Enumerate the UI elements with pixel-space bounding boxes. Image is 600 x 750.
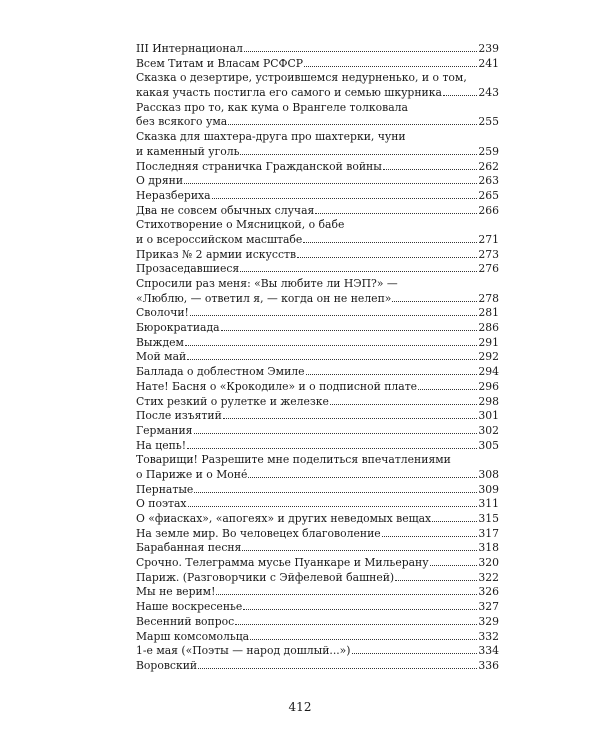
toc-page-number: 315 bbox=[478, 512, 499, 525]
toc-line bbox=[136, 527, 499, 542]
toc-line bbox=[136, 468, 499, 483]
toc-line bbox=[136, 292, 499, 307]
dot-leader bbox=[235, 624, 477, 625]
toc-entry-title: Спросили раз меня: «Вы любите ли НЭП?» — bbox=[136, 277, 398, 290]
toc-page-number: 322 bbox=[478, 570, 499, 584]
toc-page-number: 327 bbox=[478, 600, 499, 614]
toc-entry bbox=[136, 541, 499, 556]
toc-entry-title: Баллада о доблестном Эмиле bbox=[136, 365, 305, 379]
toc-line bbox=[136, 262, 499, 277]
dot-leader bbox=[306, 374, 478, 375]
toc-line bbox=[136, 71, 499, 86]
toc-entry-title: и о всероссийском масштабе bbox=[136, 232, 303, 246]
dot-leader bbox=[418, 389, 477, 390]
toc-line bbox=[136, 42, 499, 57]
toc-page-number: 332 bbox=[478, 629, 499, 643]
toc-entry bbox=[136, 218, 499, 247]
toc-entry bbox=[136, 497, 499, 512]
toc-page-number: 311 bbox=[478, 497, 499, 511]
toc-entry bbox=[136, 659, 499, 674]
toc-entry bbox=[136, 644, 499, 659]
toc-line bbox=[136, 615, 499, 630]
toc-page-number: 291 bbox=[478, 335, 499, 349]
toc-entry-title: Выждем bbox=[136, 335, 184, 349]
toc-entry bbox=[136, 585, 499, 600]
toc-entry-title: О «фиасках», «апогеях» и других неведомых вещах bbox=[136, 512, 432, 525]
toc-entry-title: Сволочи! bbox=[136, 306, 189, 320]
toc-page-number: 259 bbox=[478, 144, 499, 158]
toc-entry-title: Пернатые bbox=[136, 482, 194, 496]
toc-entry bbox=[136, 336, 499, 351]
toc-line bbox=[136, 453, 499, 468]
toc-line bbox=[136, 189, 499, 204]
table-of-contents bbox=[136, 42, 499, 674]
toc-entry-title: Весенний вопрос bbox=[136, 614, 235, 628]
toc-entry bbox=[136, 204, 499, 219]
dot-leader bbox=[382, 536, 478, 537]
toc-line bbox=[136, 659, 499, 674]
toc-line bbox=[136, 350, 499, 365]
toc-line bbox=[136, 174, 499, 189]
dot-leader bbox=[243, 609, 477, 610]
toc-line bbox=[136, 130, 499, 145]
toc-entry-title: Два не совсем обычных случая bbox=[136, 203, 315, 217]
toc-line bbox=[136, 556, 499, 571]
toc-entry-title: На земле мир. Во человецех благоволение bbox=[136, 526, 381, 540]
dot-leader bbox=[430, 565, 478, 566]
toc-entry bbox=[136, 130, 499, 159]
toc-entry-title: Рассказ про то, как кума о Врангеле толковала bbox=[136, 100, 408, 114]
toc-line bbox=[136, 115, 499, 130]
toc-page-number: 292 bbox=[478, 350, 499, 364]
dot-leader bbox=[242, 550, 477, 551]
page-number: 412 bbox=[288, 700, 312, 714]
toc-line bbox=[136, 277, 499, 292]
toc-page-number: 317 bbox=[478, 526, 499, 540]
toc-entry-title: Последняя страничка Гражданской войны bbox=[136, 159, 382, 173]
toc-page-number: 301 bbox=[478, 409, 499, 423]
dot-leader bbox=[185, 345, 477, 346]
toc-entry bbox=[136, 189, 499, 204]
toc-entry-title: После изъятий bbox=[136, 409, 222, 423]
toc-line bbox=[136, 600, 499, 615]
dot-leader bbox=[383, 169, 478, 170]
toc-line bbox=[136, 409, 499, 424]
toc-entry-title: Париж. (Разговорчики с Эйфелевой башней) bbox=[136, 570, 395, 584]
toc-entry bbox=[136, 160, 499, 175]
toc-entry bbox=[136, 483, 499, 498]
toc-entry bbox=[136, 262, 499, 277]
toc-entry-title: На цепь! bbox=[136, 438, 187, 452]
dot-leader bbox=[198, 668, 477, 669]
dot-leader bbox=[395, 580, 477, 581]
dot-leader bbox=[432, 521, 477, 522]
toc-page-number: 281 bbox=[478, 306, 499, 320]
toc-page-number: 336 bbox=[478, 658, 499, 672]
toc-line bbox=[136, 571, 499, 586]
toc-line bbox=[136, 585, 499, 600]
toc-entry-title: Приказ № 2 армии искусств bbox=[136, 247, 297, 261]
toc-page-number: 318 bbox=[478, 541, 499, 555]
toc-entry bbox=[136, 350, 499, 365]
toc-entry-title: Марш комсомольца bbox=[136, 629, 250, 643]
toc-line bbox=[136, 439, 499, 454]
dot-leader bbox=[187, 448, 477, 449]
toc-line bbox=[136, 204, 499, 219]
toc-entry-title: Стих резкий о рулетке и железке bbox=[136, 394, 329, 408]
toc-page-number: 239 bbox=[478, 42, 499, 55]
toc-line bbox=[136, 630, 499, 645]
dot-leader bbox=[244, 51, 478, 52]
toc-line bbox=[136, 336, 499, 351]
dot-leader bbox=[303, 242, 477, 243]
dot-leader bbox=[228, 124, 477, 125]
toc-entry-title: Бюрократиада bbox=[136, 321, 220, 335]
toc-line bbox=[136, 248, 499, 263]
dot-leader bbox=[443, 95, 477, 96]
toc-line bbox=[136, 483, 499, 498]
toc-entry bbox=[136, 453, 499, 482]
toc-entry-title: Сказка для шахтера-друга про шахтерки, чуни bbox=[136, 130, 406, 144]
toc-entry-title: какая участь постигла его самого и семью шкурника bbox=[136, 86, 442, 100]
toc-page-number: 278 bbox=[478, 291, 499, 305]
toc-entry bbox=[136, 306, 499, 321]
dot-leader bbox=[304, 66, 477, 67]
toc-line bbox=[136, 218, 499, 233]
toc-entry bbox=[136, 615, 499, 630]
toc-page-number: 305 bbox=[478, 438, 499, 452]
toc-page-number: 265 bbox=[478, 188, 499, 202]
toc-line bbox=[136, 541, 499, 556]
toc-line bbox=[136, 321, 499, 336]
toc-page-number: 298 bbox=[478, 394, 499, 408]
dot-leader bbox=[188, 506, 478, 507]
toc-entry-title: Мы не верим! bbox=[136, 585, 216, 599]
toc-line bbox=[136, 233, 499, 248]
dot-leader bbox=[221, 330, 478, 331]
dot-leader bbox=[250, 639, 477, 640]
toc-entry bbox=[136, 174, 499, 189]
toc-entry-title: Наше воскресенье bbox=[136, 600, 243, 614]
toc-entry-title: Мой май bbox=[136, 350, 187, 364]
dot-leader bbox=[212, 198, 478, 199]
dot-leader bbox=[297, 257, 477, 258]
toc-entry-title: Всем Титам и Власам РСФСР bbox=[136, 56, 304, 70]
toc-page-number: 241 bbox=[478, 56, 499, 70]
toc-entry-title: III Интернационал bbox=[136, 42, 243, 55]
toc-line bbox=[136, 365, 499, 380]
toc-page-number: 286 bbox=[478, 321, 499, 335]
toc-page-number: 243 bbox=[478, 86, 499, 100]
toc-page-number: 263 bbox=[478, 174, 499, 188]
toc-entry bbox=[136, 439, 499, 454]
dot-leader bbox=[190, 315, 478, 316]
toc-entry-title: Стихотворение о Мясницкой, о бабе bbox=[136, 218, 345, 232]
toc-entry bbox=[136, 380, 499, 395]
toc-entry bbox=[136, 512, 499, 527]
dot-leader bbox=[187, 359, 477, 360]
toc-line bbox=[136, 497, 499, 512]
toc-entry-title: Прозаседавшиеся bbox=[136, 262, 240, 276]
toc-page-number: 308 bbox=[478, 467, 499, 481]
toc-entry bbox=[136, 527, 499, 542]
dot-leader bbox=[248, 477, 477, 478]
toc-entry bbox=[136, 321, 499, 336]
toc-page-number: 320 bbox=[478, 556, 499, 570]
toc-page-number: 334 bbox=[478, 644, 499, 658]
dot-leader bbox=[223, 418, 478, 419]
toc-line bbox=[136, 145, 499, 160]
toc-line bbox=[136, 101, 499, 116]
toc-entry-title: 1-е мая («Поэты — народ дошлый...») bbox=[136, 644, 351, 658]
toc-entry bbox=[136, 630, 499, 645]
toc-line bbox=[136, 395, 499, 410]
toc-entry-title: Сказка о дезертире, устроившемся недурненько, и о том, bbox=[136, 71, 467, 85]
toc-line bbox=[136, 380, 499, 395]
toc-entry-title: Барабанная песня bbox=[136, 541, 242, 555]
dot-leader bbox=[240, 154, 477, 155]
toc-entry bbox=[136, 600, 499, 615]
toc-entry-title: О дряни bbox=[136, 174, 184, 188]
toc-entry bbox=[136, 248, 499, 263]
toc-page-number: 326 bbox=[478, 585, 499, 599]
toc-page-number: 255 bbox=[478, 115, 499, 129]
dot-leader bbox=[330, 404, 477, 405]
toc-entry bbox=[136, 365, 499, 380]
toc-line bbox=[136, 306, 499, 321]
toc-entry-title: Германия bbox=[136, 423, 193, 437]
toc-entry-title: Воровский bbox=[136, 658, 198, 672]
toc-line bbox=[136, 424, 499, 439]
toc-entry-title: и каменный уголь bbox=[136, 144, 240, 158]
toc-line bbox=[136, 160, 499, 175]
toc-entry bbox=[136, 556, 499, 571]
toc-page-number: 309 bbox=[478, 482, 499, 496]
toc-entry bbox=[136, 395, 499, 410]
toc-entry-title: Товарищи! Разрешите мне поделиться впечатлениями bbox=[136, 453, 451, 467]
toc-page-number: 271 bbox=[478, 232, 499, 246]
toc-line bbox=[136, 512, 499, 527]
toc-entry bbox=[136, 57, 499, 72]
toc-page-number: 329 bbox=[478, 614, 499, 628]
toc-page-number: 273 bbox=[478, 247, 499, 261]
toc-entry-title: без всякого ума bbox=[136, 115, 228, 129]
dot-leader bbox=[184, 183, 477, 184]
toc-page-number: 266 bbox=[478, 203, 499, 217]
toc-line bbox=[136, 644, 499, 659]
toc-entry bbox=[136, 424, 499, 439]
toc-entry bbox=[136, 101, 499, 130]
dot-leader bbox=[194, 433, 478, 434]
toc-entry-title: о Париже и о Моне́ bbox=[136, 467, 248, 481]
toc-line bbox=[136, 86, 499, 101]
toc-entry-title: Неразбериха bbox=[136, 188, 211, 202]
toc-entry-title: «Люблю, — ответил я, — когда он не нелеп» bbox=[136, 291, 392, 305]
toc-entry-title: О поэтах bbox=[136, 497, 187, 511]
dot-leader bbox=[240, 271, 477, 272]
toc-page-number: 294 bbox=[478, 365, 499, 379]
toc-entry bbox=[136, 277, 499, 306]
toc-entry-title: Срочно. Телеграмма мусье Пуанкаре и Мильерану bbox=[136, 556, 429, 570]
toc-line bbox=[136, 57, 499, 72]
toc-page-number: 302 bbox=[478, 423, 499, 437]
toc-page-number: 262 bbox=[478, 159, 499, 173]
toc-entry bbox=[136, 409, 499, 424]
dot-leader bbox=[392, 301, 477, 302]
dot-leader bbox=[315, 213, 477, 214]
toc-entry bbox=[136, 42, 499, 57]
toc-entry-title: Нате! Басня о «Крокодиле» и о подписной плате bbox=[136, 379, 418, 393]
toc-page-number: 276 bbox=[478, 262, 499, 276]
dot-leader bbox=[352, 653, 478, 654]
toc-page-number: 296 bbox=[478, 379, 499, 393]
dot-leader bbox=[194, 492, 477, 493]
toc-entry bbox=[136, 571, 499, 586]
toc-entry bbox=[136, 71, 499, 100]
dot-leader bbox=[216, 594, 477, 595]
